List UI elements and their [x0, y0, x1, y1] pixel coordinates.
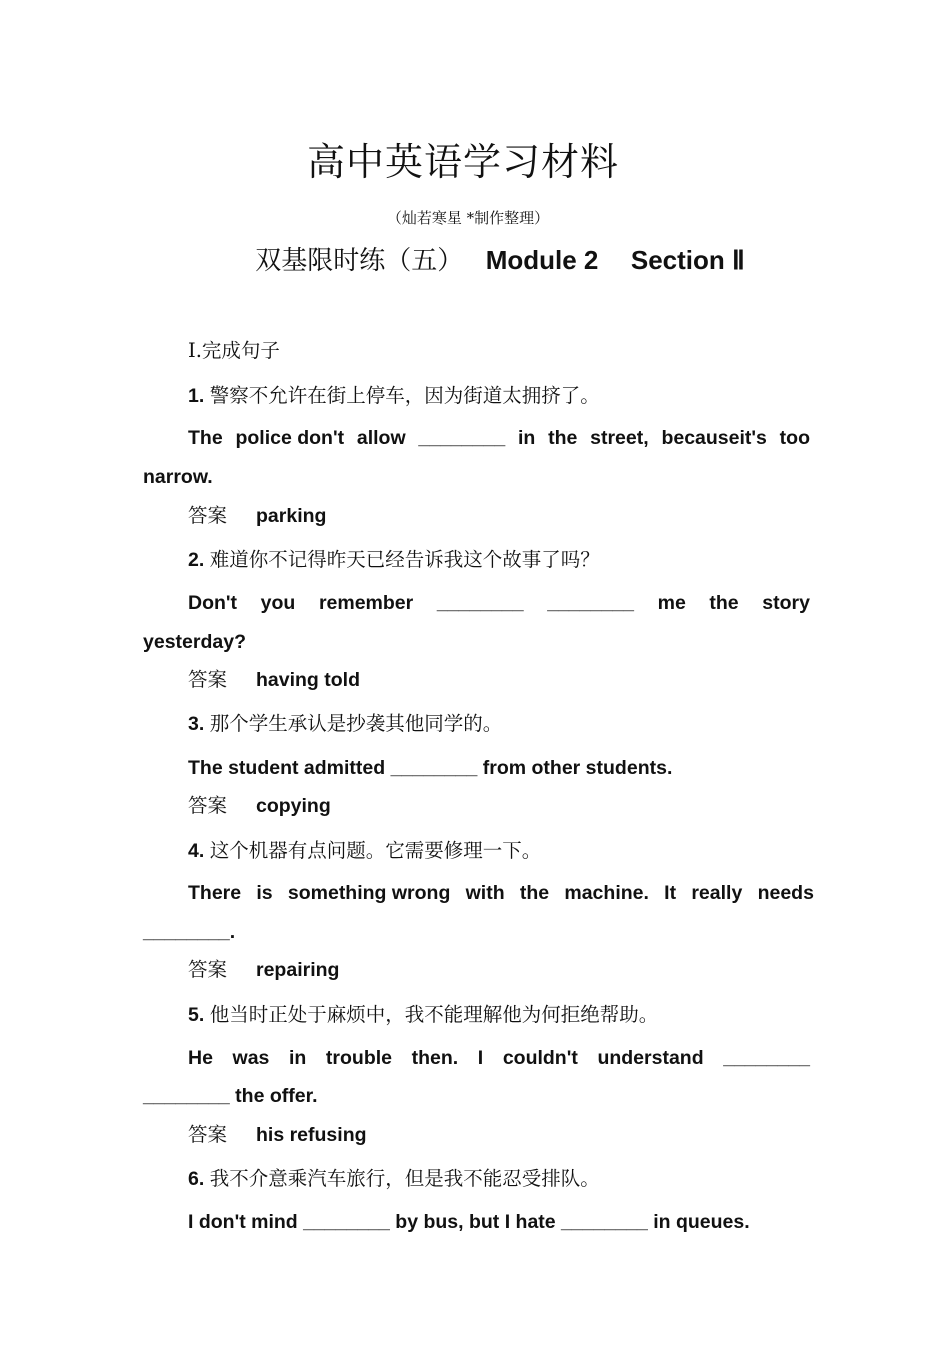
- word: something wrong: [287, 882, 451, 904]
- section-heading: Ⅰ.完成句子: [188, 339, 280, 362]
- word: me: [657, 592, 686, 614]
- item-2-sentence: [188, 591, 810, 615]
- exercise-subtitle: [0, 242, 950, 279]
- document-title: 高中英语学习材料: [306, 140, 619, 184]
- item-6-sentence: I don't mind ________ by bus, but I hate ________ in queues.: [188, 1211, 750, 1233]
- word: police don't: [235, 427, 345, 449]
- item-number: 5: [188, 1004, 199, 1026]
- item-4-answer: [188, 958, 810, 983]
- word: the: [548, 427, 578, 449]
- word: He: [188, 1047, 213, 1069]
- item-1-answer: [188, 504, 810, 529]
- word: couldn't: [502, 1047, 578, 1069]
- blank: ________: [547, 592, 634, 614]
- item-6-prompt: 6. 我不介意乘汽车旅行，但是我不能忍受排队。: [188, 1167, 600, 1190]
- answer-label: 答案: [188, 504, 228, 527]
- word: too: [779, 427, 810, 449]
- subtitle-cn: 双基限时练（五）: [255, 246, 464, 276]
- word: really: [691, 882, 743, 904]
- item-number: 3: [188, 713, 199, 735]
- word: trouble: [325, 1047, 393, 1069]
- item-4-sentence: [188, 881, 814, 905]
- answer-text: having told: [256, 669, 360, 691]
- word: the: [519, 882, 550, 904]
- word: in: [517, 427, 536, 449]
- blank: ________: [418, 427, 506, 449]
- word: the: [709, 592, 739, 614]
- word: then.: [411, 1047, 459, 1069]
- word: in: [288, 1047, 307, 1069]
- item-cn: 那个学生承认是抄袭其他同学的。: [209, 712, 503, 735]
- item-1-sentence: [188, 426, 810, 450]
- item-cn: 警察不允许在街上停车，因为街道太拥挤了。: [209, 384, 600, 407]
- item-5-prompt: 5. 他当时正处于麻烦中，我不能理解他为何拒绝帮助。: [188, 1003, 659, 1026]
- item-2-prompt: 2. 难道你不记得昨天已经告诉我这个故事了吗？: [188, 548, 600, 571]
- item-3-prompt: 3. 那个学生承认是抄袭其他同学的。: [188, 712, 503, 735]
- item-cn: 这个机器有点问题。它需要修理一下。: [209, 839, 542, 862]
- item-cn: 我不介意乘汽车旅行，但是我不能忍受排队。: [209, 1167, 600, 1190]
- word: remember: [318, 592, 414, 614]
- item-4-prompt: 4. 这个机器有点问题。它需要修理一下。: [188, 839, 542, 862]
- item-cn: 难道你不记得昨天已经告诉我这个故事了吗？: [209, 548, 600, 571]
- word: you: [260, 592, 296, 614]
- word: was: [232, 1047, 270, 1069]
- answer-text: his refusing: [256, 1124, 367, 1146]
- item-5-sentence: [188, 1046, 810, 1070]
- answer-label: 答案: [188, 958, 228, 981]
- word: allow: [356, 427, 406, 449]
- word: Don't: [188, 592, 238, 614]
- word: The: [188, 427, 223, 449]
- item-3-sentence: The student admitted ________ from other students.: [188, 757, 673, 779]
- word: is: [256, 882, 273, 904]
- blank: ________: [723, 1047, 810, 1069]
- answer-label: 答案: [188, 1123, 228, 1146]
- item-number: 4: [188, 840, 199, 862]
- answer-text: repairing: [256, 959, 340, 981]
- answer-label: 答案: [188, 668, 228, 691]
- item-cn: 他当时正处于麻烦中，我不能理解他为何拒绝帮助。: [209, 1003, 659, 1026]
- item-2-sentence-cont: yesterday?: [143, 631, 246, 653]
- item-5-answer: [188, 1123, 810, 1148]
- item-1-prompt: 1. 警察不允许在街上停车，因为街道太拥挤了。: [188, 384, 600, 407]
- item-number: 6: [188, 1168, 199, 1190]
- word: needs: [757, 882, 814, 904]
- word: machine.: [564, 882, 649, 904]
- word: street,: [590, 427, 649, 449]
- word: becauseit's: [661, 427, 767, 449]
- word: with: [465, 882, 505, 904]
- item-3-answer: [188, 794, 810, 819]
- item-1-sentence-cont: narrow.: [143, 466, 213, 488]
- word: It: [664, 882, 677, 904]
- item-5-sentence-cont: ________ the offer.: [143, 1085, 318, 1107]
- answer-label: 答案: [188, 794, 228, 817]
- subtitle-section: Section Ⅱ: [630, 245, 745, 275]
- item-4-sentence-cont: ________.: [143, 921, 236, 943]
- item-2-answer: [188, 668, 810, 693]
- word: understand: [597, 1047, 704, 1069]
- item-number: 2: [188, 549, 199, 571]
- credit-line: （灿若寒星 *制作整理）: [386, 209, 550, 227]
- blank: ________: [436, 592, 524, 614]
- item-number: 1: [188, 385, 199, 407]
- answer-text: copying: [256, 795, 331, 817]
- answer-text: parking: [256, 505, 327, 527]
- word: I: [477, 1047, 484, 1069]
- subtitle-module: Module 2: [485, 245, 599, 275]
- word: There: [188, 882, 242, 904]
- word: story: [762, 592, 810, 614]
